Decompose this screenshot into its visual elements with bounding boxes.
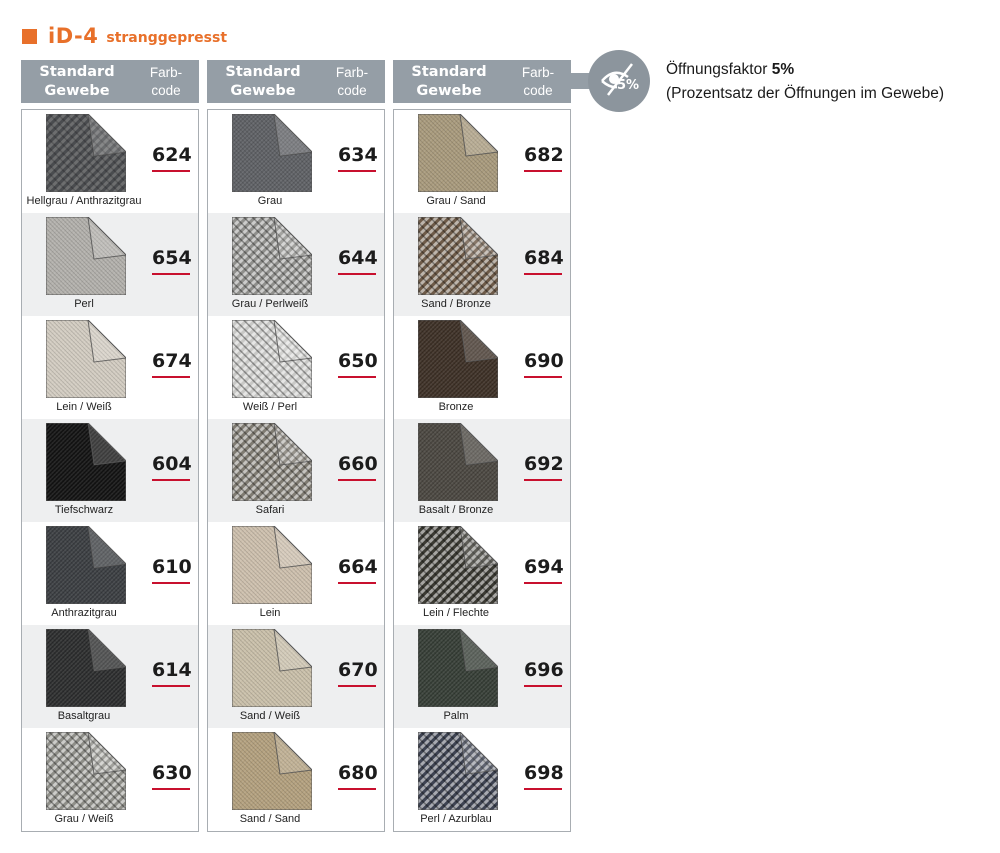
fabric-row [394,625,570,728]
code-underline [152,788,190,790]
fabric-row [208,419,384,522]
header-code-label: code [523,82,553,98]
fabric-label: Perl [74,298,94,310]
fabric-swatch [46,320,126,398]
code-underline [524,479,562,481]
fabric-column [393,60,571,832]
code-underline [152,685,190,687]
header-farbcode [319,64,385,100]
column-header [207,60,385,103]
fabric-label: Lein [259,607,281,619]
code-underline [338,788,376,790]
openness-info [666,58,944,106]
code-underline [524,788,562,790]
fabric-swatch [46,114,126,192]
color-code: 692 [524,453,564,475]
fabric-swatch [232,217,312,295]
header-standard [21,63,133,101]
color-code: 690 [524,350,564,372]
fabric-label: Basaltgrau [57,710,111,722]
header-farbcode [133,64,199,100]
color-code: 664 [338,556,378,578]
fabric-swatch [232,423,312,501]
openness-badge [588,50,650,112]
column-header [21,60,199,103]
header-gewebe-label: Gewebe [44,82,110,99]
fabric-row [22,110,198,213]
fabric-row [22,316,198,419]
code-underline [338,479,376,481]
code-underline [152,582,190,584]
fabric-label: Basalt / Bronze [418,504,494,516]
color-code: 624 [152,144,192,166]
fabric-label: Hellgrau / Anthrazitgrau [26,195,142,207]
fabric-column [21,60,199,832]
fabric-label: Lein / Flechte [422,607,490,619]
color-code: 654 [152,247,192,269]
fabric-swatch [418,732,498,810]
color-code: 610 [152,556,192,578]
section-title [22,24,227,48]
code-underline [152,273,190,275]
code-underline [152,376,190,378]
fabric-label: Safari [255,504,285,516]
header-farb-label: Farb- [149,64,183,80]
fabric-row [208,213,384,316]
openness-line-2: (Prozentsatz der Öffnungen im Gewebe) [666,85,944,102]
fabric-row [394,522,570,625]
header-farb-label: Farb- [335,64,369,80]
fabric-swatch [232,732,312,810]
fabric-row [394,316,570,419]
header-standard-label: Standard [411,63,487,80]
color-code: 650 [338,350,378,372]
color-code: 682 [524,144,564,166]
fabric-row [208,522,384,625]
column-body [393,109,571,832]
fabric-row [22,728,198,831]
fabric-label: Grau / Sand [426,195,486,207]
header-gewebe-label: Gewebe [416,82,482,99]
header-farbcode [505,64,571,100]
color-code: 680 [338,762,378,784]
column-body [207,109,385,832]
fabric-row [22,522,198,625]
fabric-row [394,419,570,522]
code-underline [524,273,562,275]
column-header [393,60,571,103]
fabric-swatch [418,217,498,295]
header-standard-label: Standard [39,63,115,80]
fabric-label: Tiefschwarz [54,504,114,516]
fabric-row [208,625,384,728]
badge-percent: 5% [617,78,640,93]
header-standard [393,63,505,101]
header-standard [207,63,319,101]
color-code: 634 [338,144,378,166]
color-code: 614 [152,659,192,681]
fabric-label: Anthrazitgrau [51,607,117,619]
fabric-row [208,728,384,831]
fabric-row [394,213,570,316]
fabric-label: Perl / Azurblau [420,813,492,825]
fabric-label: Grau / Perlweiß [231,298,309,310]
fabric-row [394,110,570,213]
product-subtitle: stranggepresst [106,29,228,46]
fabric-label: Sand / Sand [239,813,301,825]
code-underline [524,376,562,378]
fabric-swatch [232,114,312,192]
color-code: 694 [524,556,564,578]
column-body [21,109,199,832]
fabric-row [22,625,198,728]
code-underline [338,685,376,687]
header-farb-label: Farb- [521,64,555,80]
fabric-column [207,60,385,832]
code-underline [524,685,562,687]
code-underline [524,582,562,584]
fabric-swatch [232,320,312,398]
fabric-swatch [232,629,312,707]
fabric-row [208,110,384,213]
color-code: 674 [152,350,192,372]
fabric-swatch [418,114,498,192]
color-code: 698 [524,762,564,784]
fabric-row [22,213,198,316]
fabric-swatch [232,526,312,604]
title-square-icon [22,29,37,44]
code-underline [524,170,562,172]
fabric-label: Lein / Weiß [56,401,112,413]
fabric-label: Grau [257,195,283,207]
fabric-swatch [46,526,126,604]
fabric-row [208,316,384,419]
fabric-label: Bronze [438,401,474,413]
color-code: 670 [338,659,378,681]
fabric-swatch [46,423,126,501]
fabric-swatch [46,217,126,295]
color-code: 630 [152,762,192,784]
openness-label: Öffnungsfaktor [666,61,772,78]
color-code: 604 [152,453,192,475]
fabric-swatch [418,526,498,604]
header-standard-label: Standard [225,63,301,80]
code-underline [152,479,190,481]
code-underline [338,273,376,275]
color-code: 644 [338,247,378,269]
fabric-label: Sand / Weiß [239,710,301,722]
fabric-swatch [418,320,498,398]
product-name: iD-4 [48,24,99,48]
fabric-label: Grau / Weiß [54,813,114,825]
header-gewebe-label: Gewebe [230,82,296,99]
fabric-swatch [418,629,498,707]
code-underline [152,170,190,172]
header-code-label: code [337,82,367,98]
openness-value: 5% [771,61,795,78]
fabric-label: Sand / Bronze [421,298,491,310]
code-underline [338,376,376,378]
fabric-swatch [46,732,126,810]
code-underline [338,582,376,584]
fabric-label: Palm [443,710,469,722]
color-code: 660 [338,453,378,475]
header-code-label: code [151,82,181,98]
color-code: 684 [524,247,564,269]
openness-line-1 [666,58,944,82]
color-code: 696 [524,659,564,681]
fabric-swatch [418,423,498,501]
code-underline [338,170,376,172]
fabric-row [394,728,570,831]
fabric-swatch [46,629,126,707]
fabric-row [22,419,198,522]
fabric-label: Weiß / Perl [242,401,298,413]
